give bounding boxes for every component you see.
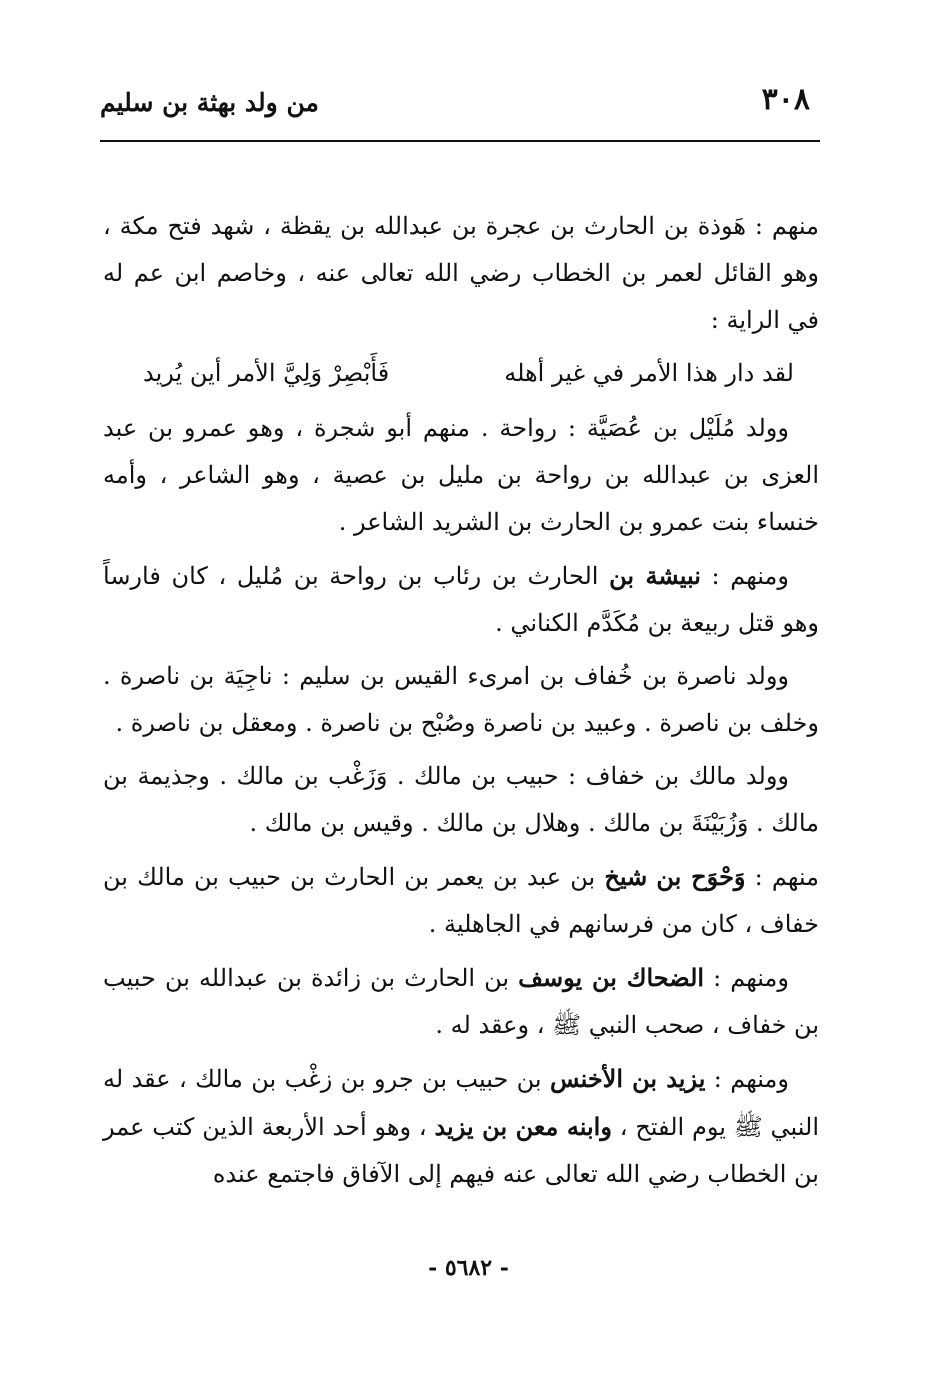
page-footer-number: - ٥٦٨٢ - xyxy=(428,1255,509,1281)
person-name: وابنه معن بن يزيد xyxy=(434,1112,612,1141)
paragraph-yazid: ومنهم : يزيد بن الأخنس بن حبيب بن جرو بن زغْب بن مالك ، عقد له النبي ﷺ يوم الفتح ، وابنه معن بن يزيد ، وهو أحد الأربعة الذين كتب عمر بن الخطاب رضي الله تعالى عنه فيهم إلى الآفاق فاجتمع عنده xyxy=(103,1064,819,1188)
paragraph-nasira: وولد ناصرة بن خُفاف بن امرىء القيس بن سليم : ناجِيَة بن ناصرة . وخلف بن ناصرة . وعبيد بن ناصرة وصُبْح بن ناصرة . ومعقل بن ناصرة . xyxy=(103,662,819,737)
page-number: ٣٠٨ xyxy=(761,82,810,117)
paragraph-wahwah: منهم : وَحْوَح بن شيخ بن عبد بن يعمر بن الحارث بن حبيب بن مالك بن خفاف ، كان من فرسانهم في الجاهلية . xyxy=(103,862,820,938)
running-title: من ولد بهثة بن سليم xyxy=(100,88,319,117)
poetry-verse xyxy=(143,350,794,397)
header-rule xyxy=(100,140,820,142)
paragraph-malik: وولد مالك بن خفاف : حبيب بن مالك . وَزَغْب بن مالك . وجذيمة بن مالك . وَزُبَيْنَةَ بن مالك . وهلال بن مالك . وقيس بن مالك . xyxy=(103,762,819,837)
paragraph-dahhak: ومنهم : الضحاك بن يوسف بن الحارث بن زائدة بن عبدالله بن حبيب بن خفاف ، صحب النبي ﷺ ، وعقد له . xyxy=(103,963,819,1039)
verse-first-hemistich: لقد دار هذا الأمر في غير أهله xyxy=(504,359,794,387)
paragraph-nubaysha: ومنهم : نبيشة بن الحارث بن رئاب بن رواحة بن مُليل ، كان فارساً وهو قتل ربيعة بن مُكَدَّم الكناني . xyxy=(103,561,819,637)
paragraph-hawdha: منهم : هَوذة بن الحارث بن عجرة بن عبدالله بن يقظة ، شهد فتح مكة ، وهو القائل لعمر بن الخطاب رضي الله تعالى عنه ، وخاصم ابن عم له في الراية : xyxy=(103,212,819,334)
person-name: وَحْوَح بن xyxy=(656,862,746,891)
page-header xyxy=(100,82,820,132)
paragraph-mulayl: وولد مُلَيْل بن عُصَيَّة : رواحة . منهم أبو شجرة ، وهو عمرو بن عبد العزى بن عبدالله بن رواحة بن مليل بن عصية ، وهو الشاعر ، وأمه خنساء بنت عمرو بن الحارث بن الشريد الشاعر . xyxy=(103,414,819,536)
person-name: نبيشة بن xyxy=(609,561,701,590)
person-name: شيخ xyxy=(604,862,648,891)
verse-second-hemistich: فَأَبْصِرْ وَلِيَّ الأمر أين يُريد xyxy=(143,359,390,387)
body-text xyxy=(103,203,819,1204)
person-name: الضحاك بن يوسف xyxy=(518,963,705,992)
person-name: يزيد بن الأخنس xyxy=(550,1064,706,1093)
